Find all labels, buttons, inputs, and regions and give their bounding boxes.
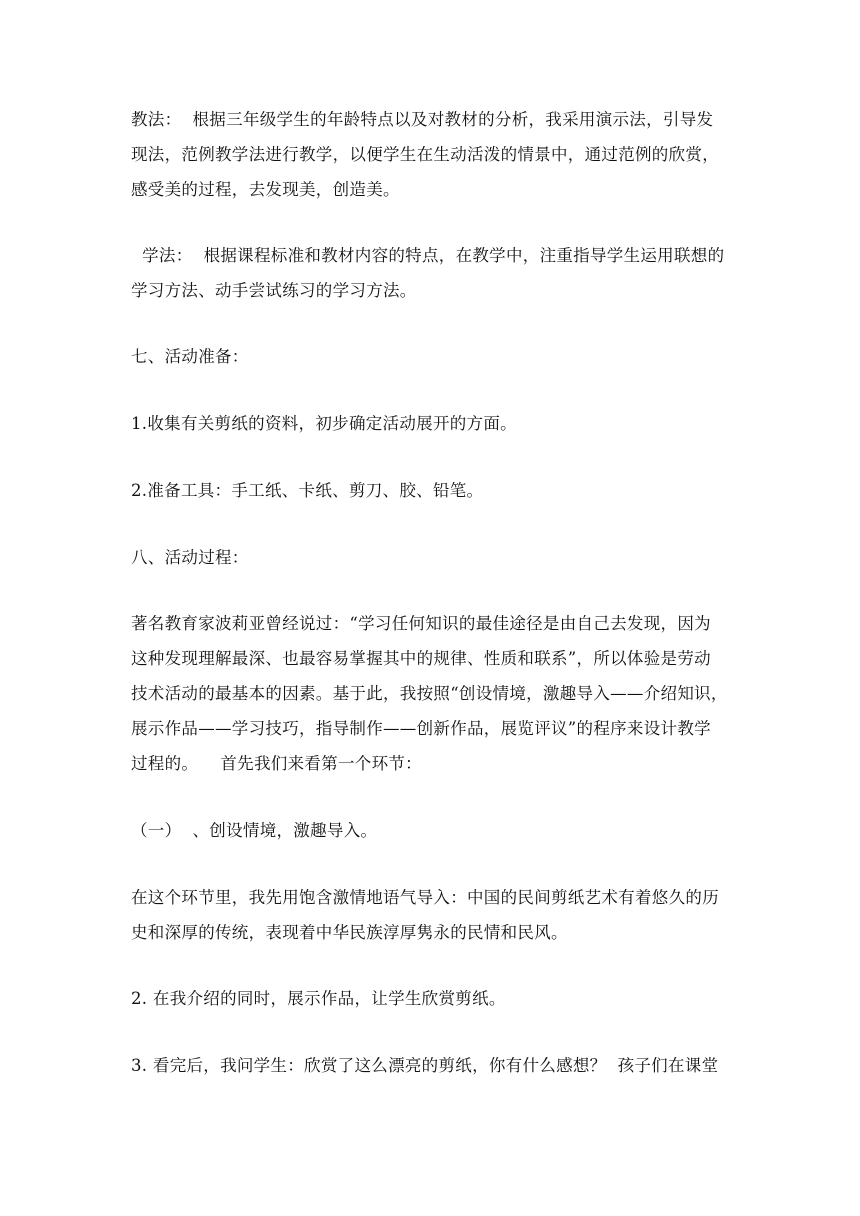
text-line: 感受美的过程，去发现美，创造美。 [131, 180, 400, 199]
text-line: 史和深厚的传统，表现着中华民族淳厚隽永的民情和民风。 [131, 923, 568, 942]
list-item: 2.准备工具：手工纸、卡纸、剪刀、胶、铅笔。 [131, 481, 484, 500]
list-item: 3. 看完后，我问学生：欣赏了这么漂亮的剪纸，你有什么感想？ 孩子们在课堂 [131, 1056, 719, 1075]
text-line: 技术活动的最基本的因素。基于此，我按照“创设情境，激趣导入——介绍知识， [131, 684, 728, 703]
text-line: 展示作品——学习技巧，指导制作——创新作品，展览评议”的程序来设计教学 [131, 719, 711, 738]
text-line: 教法： 根据三年级学生的年龄特点以及对教材的分析，我采用演示法，引导发 [131, 110, 714, 129]
section-heading: 八、活动过程： [131, 548, 249, 567]
list-item: 1.收集有关剪纸的资料，初步确定活动展开的方面。 [131, 414, 517, 433]
text-line: 在这个环节里，我先用饱含激情地语气导入：中国的民间剪纸艺术有着悠久的历 [131, 888, 719, 907]
subsection-heading: （一） 、创设情境，激趣导入。 [131, 821, 378, 840]
text-line: 现法，范例教学法进行教学，以便学生在生动活泼的情景中，通过范例的欣赏， [131, 145, 719, 164]
text-line: 这种发现理解最深、也最容易掌握其中的规律、性质和联系”，所以体验是劳动 [131, 649, 711, 668]
text-line: 著名教育家波莉亚曾经说过：“学习任何知识的最佳途径是由自己去发现，因为 [131, 614, 711, 633]
text-line: 过程的。 首先我们来看第一个环节： [131, 754, 422, 773]
text-line: 学习方法、动手尝试练习的学习方法。 [131, 281, 417, 300]
list-item: 2. 在我介绍的同时，展示作品，让学生欣赏剪纸。 [131, 989, 506, 1008]
section-heading: 七、活动准备： [131, 347, 249, 366]
text-line: 学法： 根据课程标准和教材内容的特点，在教学中，注重指导学生运用联想的 [131, 246, 725, 265]
